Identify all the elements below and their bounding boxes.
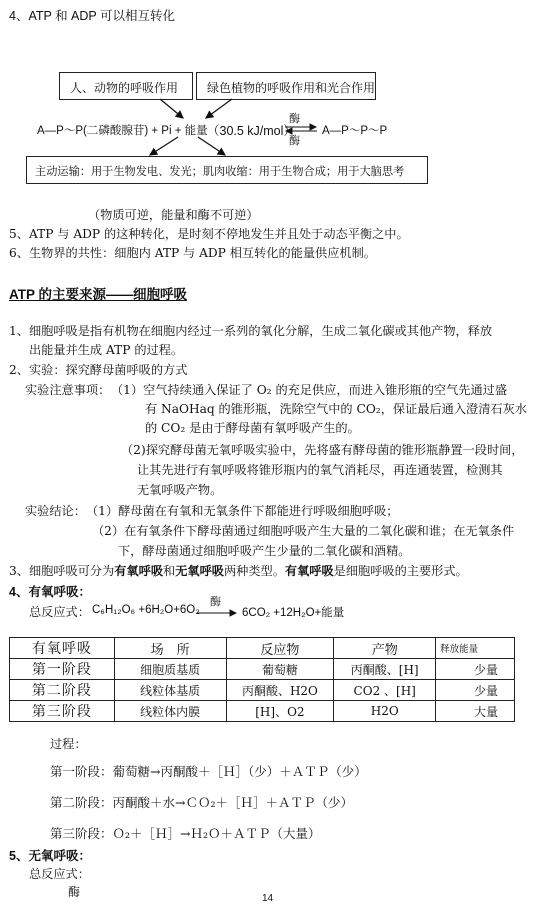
table-cell: 少量 [436,659,515,680]
table-cell: CO2 、[H] [334,680,436,701]
equation-energy: （30.5 kJ/mol） [207,124,296,138]
table-header-cell: 产物 [334,638,436,659]
reversibility-note: （物质可逆，能量和酶不可逆） [88,208,259,222]
paragraph-4-title: 4、有氧呼吸： [9,585,91,599]
equation-right: A—P～P～P [322,125,388,137]
energy-to-usage-right-arrow [198,137,225,155]
animal-to-energy-arrow [160,99,183,118]
experiment-notes-label: 实验注意事项： [25,383,111,397]
table-row [10,701,515,722]
paragraph-1-line-2: 出能量并生成 ATP 的过程。 [29,343,184,357]
stage-3-equation: 第三阶段：Ｏ₂＋［Ｈ］→Ｈ₂Ｏ＋ＡＴＰ（大量） [50,826,321,841]
line-5: 5、ATP 与 ADP 的这种转化，是时刻不停地发生并且处于动态平衡之中。 [9,227,409,241]
formula-enzyme: 酶 [210,595,221,608]
animal-respiration-label: 人、动物的呼吸作用 [70,81,179,95]
paragraph-3-anaerobic: 无氧呼吸 [175,564,224,578]
section-4-title: 4、ATP 和 ADP 可以相互转化 [9,9,176,23]
paragraph-3-part-a: 3、细胞呼吸可分为 [9,564,115,578]
formula-label: 总反应式： [29,605,90,619]
experiment-note-2-line-2: 让其先进行有氧呼吸将锥形瓶内的氧气消耗尽，再连通装置，检测其 [137,463,503,477]
table-header-cell: 有氧呼吸 [10,638,115,659]
paragraph-5-title: 5、无氧呼吸： [9,849,91,863]
energy-to-usage-left-arrow [150,137,178,155]
paragraph-3-part-e: 两种类型。 [223,564,285,578]
table-cell: 线粒体内膜 [114,701,226,722]
table-cell: 丙酮酸、[H] [334,659,436,680]
experiment-note-2-line-1: （2)探究酵母菌无氧呼吸实验中，先将盛有酵母菌的锥形瓶静置一段时间， [121,443,524,457]
experiment-conclusion-label: 实验结论： [25,504,86,518]
atp-usage-label: 主动运输：用于生物发电、发光；肌肉收缩：用于生物合成；用于大脑思考 [35,165,405,178]
paragraph-3-aerobic: 有氧呼吸 [114,564,164,578]
experiment-conclusion-1: （1）酵母菌在有氧和无氧条件下都能进行呼吸细胞呼吸； [86,504,399,518]
table-cell: 第一阶段 [10,659,115,680]
table-header-cell: 反应物 [226,638,334,659]
plant-to-energy-arrow [206,99,232,118]
line-6: 6、生物界的共性：细胞内 ATP 与 ADP 相互转化的能量供应机制。 [9,246,376,260]
paragraph-1-line-1: 1、细胞呼吸是指有机物在细胞内经过一系列的氧化分解，生成二氧化碳或其他产物，释放 [9,324,493,338]
table-cell: [H]、O2 [226,701,334,722]
paragraph-3-aerobic-2: 有氧呼吸 [284,564,334,578]
table-cell: 丙酮酸、H2O [226,680,334,701]
table-header-row [10,638,515,659]
table-row [10,659,515,680]
experiment-note-1-line-1: （1）空气持续通入保证了 O₂ 的充足供应，而进入锥形瓶的空气先通过盛 [111,383,508,397]
table-cell: 葡萄糖 [226,659,334,680]
table-header-cell: 释放能量 [436,638,515,659]
table-header-cell: 场 所 [114,638,226,659]
experiment-conclusion-2-line-2: 下，酵母菌通过细胞呼吸产生少量的二氧化碳和酒精。 [118,544,411,558]
aerobic-stages-table [9,637,515,722]
paragraph-5-enzyme: 酶 [68,885,81,899]
experiment-note-1-line-2: 有 NaOHaq 的锥形瓶，洗除空气中的 CO₂，保证最后通入澄清石灰水 [145,402,527,416]
enzyme-forward-label: 酶 [289,112,300,125]
formula-left: C₆H₁₂O₆ +6H₂O+6O₂ [92,604,200,616]
process-label: 过程： [50,737,87,751]
stage-1-equation: 第一阶段：葡萄糖→丙酮酸＋［Ｈ］（少）＋ＡＴＰ（少） [50,764,367,779]
paragraph-2-title: 2、实验：探究酵母菌呼吸的方式 [9,363,188,377]
table-row [10,680,515,701]
table-cell: 第三阶段 [10,701,115,722]
section-heading: ATP 的主要来源——细胞呼吸 [9,287,188,302]
experiment-note-2-line-3: 无氧呼吸产物。 [137,483,223,497]
formula-right: 6CO₂ +12H₂O+能量 [242,607,345,619]
paragraph-5-formula-label: 总反应式： [29,867,90,881]
paragraph-3-part-c: 和 [163,564,176,578]
table-cell: 细胞质基质 [114,659,226,680]
experiment-note-1-line-3: 的 CO₂ 是由于酵母菌有氧呼吸产生的。 [145,421,360,435]
table-cell: 线粒体基质 [114,680,226,701]
stage-2-equation: 第二阶段：丙酮酸＋水→ＣＯ₂＋［Ｈ］＋ＡＴＰ（少） [50,795,353,810]
enzyme-reverse-label: 酶 [289,134,300,147]
experiment-conclusion-2-line-1: （2）在有氧条件下酵母菌通过细胞呼吸产生大量的二氧化碳和谁；在无氧条件 [92,524,515,538]
paragraph-3-part-g: 是细胞呼吸的主要形式。 [333,564,468,578]
paragraph-3 [9,562,468,579]
equation-left: A—P～P(二磷酸腺苷) + Pi + 能量 [37,125,208,137]
table-cell: 少量 [436,680,515,701]
table-cell: H2O [334,701,436,722]
table-cell: 大量 [436,701,515,722]
plant-respiration-label: 绿色植物的呼吸作用和光合作用 [207,81,376,95]
page-number: 14 [262,893,274,904]
table-cell: 第二阶段 [10,680,115,701]
